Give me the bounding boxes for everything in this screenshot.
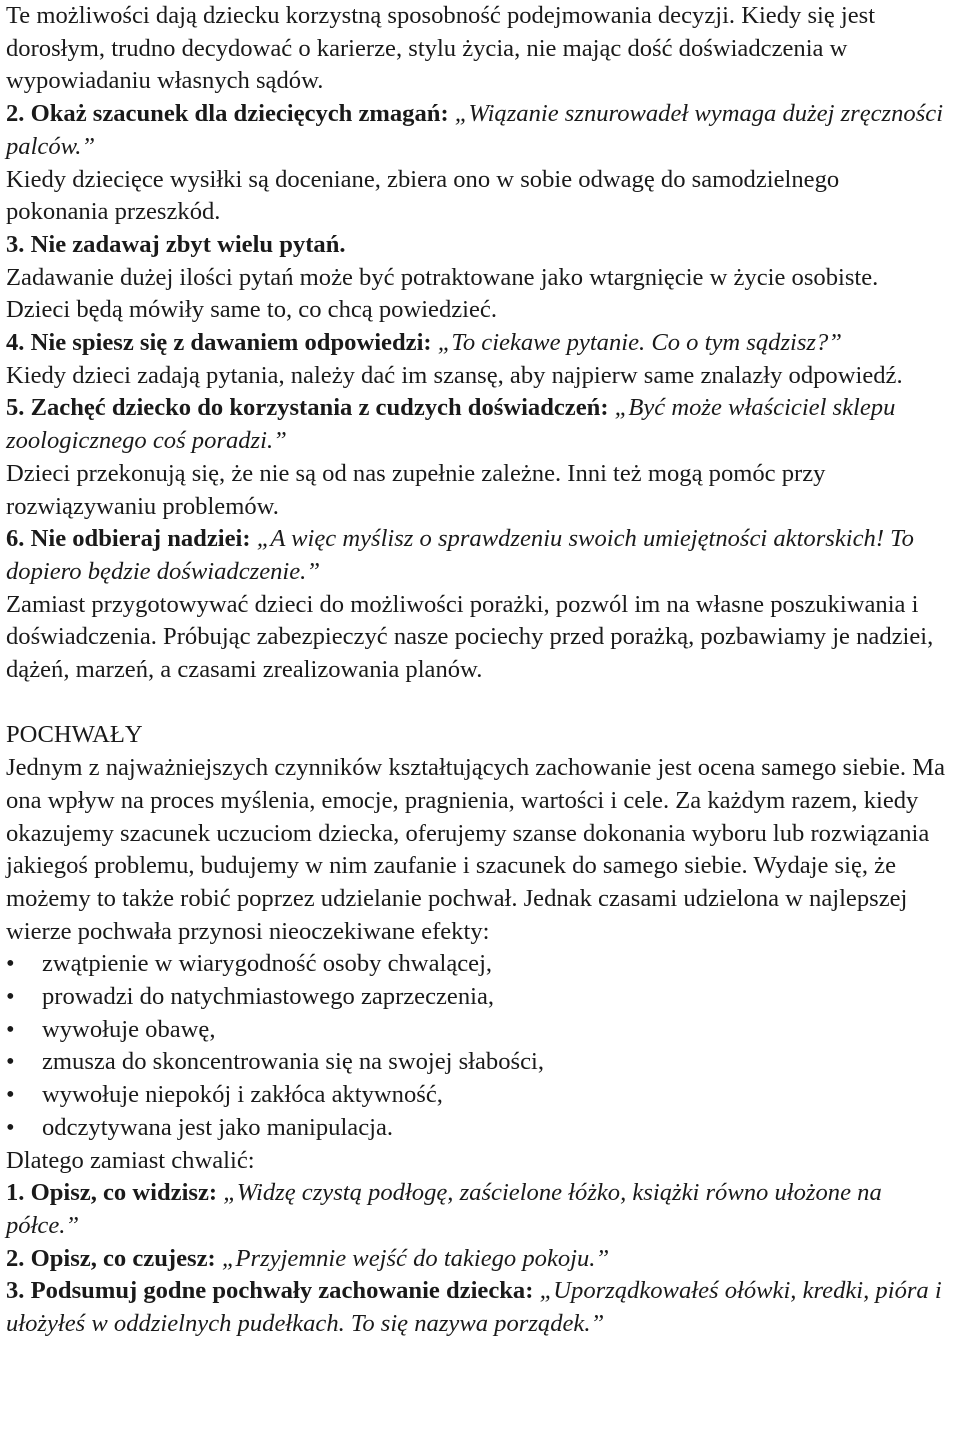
- praise-paragraph: Jednym z najważniejszych czynników kształtujących zachowanie jest ocena samego siebie. Ma ona wpływ na proces myślenia, emocje, pragnienia, wartości i cele. Za każdym razem, kiedy okazujemy szacunek uczuciom dziecka, oferujemy szanse dokonania wyboru lub rozwiązania jakiegoś problemu, budujemy w nim zaufanie i szacunek do samego siebie. Wydaje się, że możemy to także robić poprzez udzielanie pochwał. Jednak czasami udzielona w najlepszej wierze pochwała przynosi nieoczekiwane efekty:: [6, 754, 945, 945]
- step-3: [6, 1275, 946, 1340]
- tip-5-title: 5. Zachęć dziecko do korzystania z cudzych doświadczeń:: [6, 394, 609, 422]
- praise-effects-list: [6, 948, 946, 1144]
- tip-6-quote: „A więc myślisz o sprawdzeniu swoich umiejętności aktorskich! To dopiero będzie doświadczenie.”: [6, 525, 914, 585]
- praise-lead: Dlatego zamiast chwalić:: [6, 1146, 255, 1174]
- tip-5-heading: [6, 392, 946, 457]
- list-item: [6, 1112, 946, 1145]
- step-3-title: 3. Podsumuj godne pochwały zachowanie dziecka:: [6, 1277, 534, 1305]
- tip-6-heading: [6, 523, 946, 588]
- step-2-quote: „Przyjemnie wejść do takiego pokoju.”: [221, 1244, 610, 1272]
- step-2-title: 2. Opisz, co czujesz:: [6, 1244, 216, 1272]
- tip-2-text: Kiedy dziecięce wysiłki są doceniane, zbiera ono w sobie odwagę do samodzielnego pokonania przeszkód.: [6, 165, 840, 226]
- tip-3-text: Zadawanie dużej ilości pytań może być potraktowane jako wtargnięcie w życie osobiste. Dzieci będą mówiły same to, co chcą powiedzieć.: [6, 263, 879, 324]
- bullet-icon: •: [6, 1015, 15, 1043]
- tip-6-title: 6. Nie odbieraj nadziei:: [6, 525, 251, 553]
- bullet-icon: •: [6, 1113, 15, 1141]
- bullet-icon: •: [6, 983, 15, 1011]
- step-2: [6, 1243, 946, 1276]
- tip-4-heading: [6, 327, 946, 360]
- bullet-icon: •: [6, 950, 15, 978]
- bullet-icon: •: [6, 1048, 15, 1076]
- step-1-title: 1. Opisz, co widzisz:: [6, 1179, 218, 1207]
- tip-5-text: Dzieci przekonują się, że nie są od nas zupełnie zależne. Inni też mogą pomóc przy rozwiązywaniu problemów.: [6, 459, 826, 520]
- step-1: [6, 1177, 946, 1242]
- tip-2-heading: [6, 98, 946, 163]
- tip-2-title: 2. Okaż szacunek dla dziecięcych zmagań:: [6, 100, 449, 128]
- list-item: [6, 1046, 946, 1079]
- tip-6-text: Zamiast przygotowywać dzieci do możliwości porażki, pozwól im na własne poszukiwania i doświadczenia. Próbując zabezpieczyć nasze pociechy przed porażką, pozbawiamy je nadziei, dążeń, marzeń, a czasami zrealizowania planów.: [6, 590, 934, 684]
- step-1-quote: „Widzę czystą podłogę, zaścielone łóżko, książki równo ułożone na półce.”: [6, 1179, 882, 1239]
- list-item: [6, 1079, 946, 1112]
- list-item: [6, 981, 946, 1014]
- tip-4-text: Kiedy dzieci zadają pytania, należy dać im szansę, aby najpierw same znalazły odpowiedź.: [6, 361, 903, 389]
- list-item-text: zmusza do skoncentrowania się na swojej słabości,: [42, 1048, 544, 1076]
- list-item: [6, 948, 946, 981]
- list-item-text: wywołuje obawę,: [42, 1015, 216, 1043]
- tip-2-quote: „Wiązanie sznurowadeł wymaga dużej zręczności palców.”: [6, 100, 944, 160]
- tip-3-title: 3. Nie zadawaj zbyt wielu pytań.: [6, 230, 346, 258]
- tip-4-title: 4. Nie spiesz się z dawaniem odpowiedzi:: [6, 329, 432, 357]
- praise-heading: POCHWAŁY: [6, 721, 143, 749]
- list-item: [6, 1014, 946, 1047]
- list-item-text: wywołuje niepokój i zakłóca aktywność,: [42, 1081, 443, 1109]
- list-item-text: prowadzi do natychmiastowego zaprzeczenia,: [42, 983, 495, 1011]
- tip-3-heading: [6, 229, 946, 262]
- tip-4-quote: „To ciekawe pytanie. Co o tym sądzisz?”: [437, 329, 842, 357]
- bullet-icon: •: [6, 1081, 15, 1109]
- list-item-text: zwątpienie w wiarygodność osoby chwalącej,: [42, 950, 493, 978]
- tip-5-quote: „Być może właściciel sklepu zoologicznego coś poradzi.”: [6, 394, 896, 455]
- section-spacer: [6, 687, 946, 720]
- intro-paragraph: Te możliwości dają dziecku korzystną sposobność podejmowania decyzji. Kiedy się jest dorosłym, trudno decydować o karierze, stylu życia, nie mając dość doświadczenia w wypowiadaniu własnych sądów.: [6, 2, 876, 95]
- list-item-text: odczytywana jest jako manipulacja.: [42, 1113, 394, 1141]
- step-3-quote: „Uporządkowałeś ołówki, kredki, pióra i ułożyłeś w oddzielnych pudełkach. To się nazywa porządek.”: [6, 1277, 942, 1338]
